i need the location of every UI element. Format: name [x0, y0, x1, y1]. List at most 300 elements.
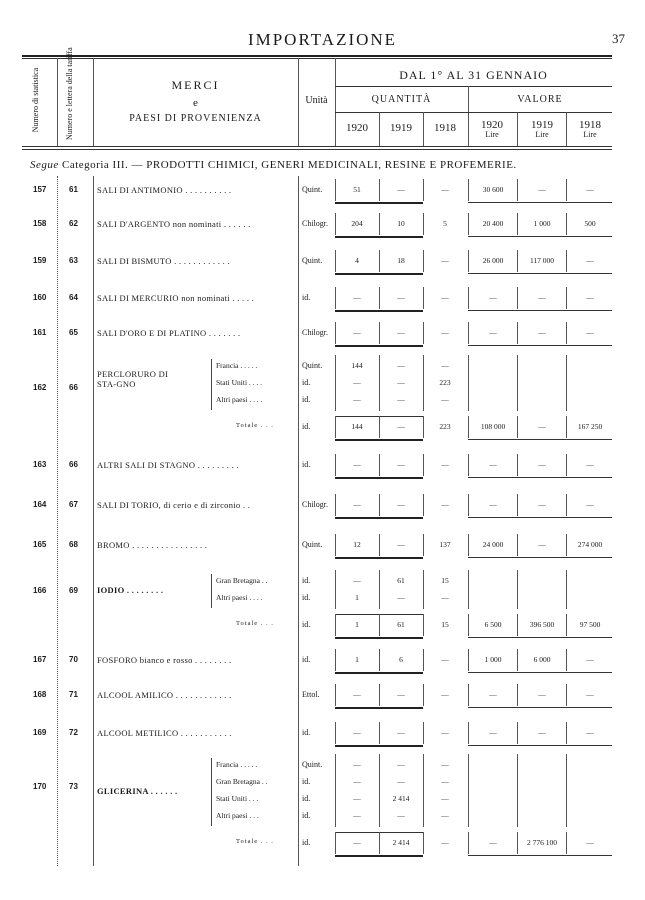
header-divider	[566, 112, 567, 146]
value-rule	[468, 273, 612, 274]
country-name: Stati Uniti . . . .	[216, 378, 263, 387]
item-description: IODIO . . . . . . . .	[97, 584, 164, 595]
total-value: —	[586, 838, 594, 847]
v-year-1920: 1920 Lire	[481, 119, 503, 139]
quantity-rule	[335, 557, 423, 559]
item-description: BROMO . . . . . . . . . . . . . . . .	[97, 540, 208, 550]
cell-divider	[335, 832, 336, 854]
cell-divider	[468, 494, 469, 516]
total-value: 2 776 100	[527, 838, 557, 847]
cell-divider	[566, 179, 567, 201]
stat-number: 157	[33, 185, 47, 194]
cell-divider	[335, 684, 336, 706]
cell-divider	[423, 805, 424, 827]
cell-divider	[379, 587, 380, 609]
value-lire: —	[586, 728, 594, 737]
grouping-brace	[211, 574, 212, 608]
cell-divider	[517, 534, 518, 556]
quantity-value: —	[353, 728, 361, 737]
value-lire: —	[538, 690, 546, 699]
value-lire: 274 000	[577, 540, 603, 549]
cell-divider	[517, 494, 518, 516]
cell-divider	[566, 805, 567, 827]
quantity-value: 2 414	[392, 794, 410, 803]
unit: id.	[302, 422, 311, 431]
quantity-value: —	[441, 593, 449, 602]
quantity-value: 1	[355, 655, 359, 664]
value-lire: —	[538, 185, 546, 194]
quantity-rule	[335, 637, 423, 639]
unit-header: Unità	[305, 95, 328, 106]
item-description: FOSFORO bianco e rosso . . . . . . . .	[97, 655, 232, 665]
quantity-value: —	[441, 794, 449, 803]
cell-divider	[566, 287, 567, 309]
quantity-value: 137	[439, 540, 451, 549]
total-quantity: —	[441, 838, 449, 847]
cell-divider	[517, 587, 518, 609]
cell-divider	[379, 832, 380, 854]
value-rule	[468, 439, 612, 440]
cell-divider	[379, 534, 380, 556]
header-divider	[57, 58, 58, 146]
quantity-value: —	[353, 500, 361, 509]
cell-divider	[335, 179, 336, 201]
cell-divider	[379, 614, 380, 636]
quantity-value: 204	[351, 219, 363, 228]
total-value: 108 000	[480, 422, 506, 431]
value-rule	[468, 855, 612, 856]
cell-divider	[566, 389, 567, 411]
quantity-value: —	[441, 185, 449, 194]
value-lire: 117 000	[529, 256, 555, 265]
cell-divider	[379, 649, 380, 671]
cell-divider	[423, 250, 424, 272]
quantity-value: —	[397, 395, 405, 404]
quantity-value: —	[353, 690, 361, 699]
tariff-number: 64	[69, 293, 78, 302]
quantity-value: —	[353, 378, 361, 387]
unit: id.	[302, 395, 311, 404]
cell-divider	[379, 322, 380, 344]
cell-divider	[468, 179, 469, 201]
cell-divider	[517, 322, 518, 344]
cell-divider	[468, 587, 469, 609]
unit: id.	[302, 378, 311, 387]
value-lire: —	[586, 328, 594, 337]
value-lire: —	[489, 728, 497, 737]
cell-divider	[335, 416, 336, 438]
country-name: Francia . . . . .	[216, 361, 258, 370]
header-top-rule-2	[22, 58, 612, 59]
quantity-value: —	[397, 760, 405, 769]
quantity-value: 12	[353, 540, 361, 549]
item-description: SALI D'ORO E DI PLATINO . . . . . . .	[97, 328, 241, 338]
cell-divider	[566, 213, 567, 235]
header-bottom-rule-2	[22, 149, 612, 150]
cell-divider	[468, 250, 469, 272]
quantity-rule	[335, 273, 423, 275]
country-name: Stati Uniti . . .	[216, 794, 259, 803]
tariff-number: 69	[69, 586, 78, 595]
v-year-1919: 1919 Lire	[531, 119, 553, 139]
total-quantity: 1	[355, 620, 359, 629]
value-lire: 500	[584, 219, 596, 228]
tariff-number: 70	[69, 655, 78, 664]
value-rule	[468, 345, 612, 346]
cell-divider	[335, 389, 336, 411]
cell-divider	[517, 614, 518, 636]
cell-divider	[335, 534, 336, 556]
quantity-value: —	[441, 395, 449, 404]
country-name: Gran Bretagna . .	[216, 777, 268, 786]
quantity-value: —	[441, 328, 449, 337]
value-lire: —	[586, 655, 594, 664]
total-quantity: 223	[439, 422, 451, 431]
quantity-value: —	[441, 460, 449, 469]
quantity-value: —	[397, 328, 405, 337]
cell-divider	[517, 454, 518, 476]
quantity-rule	[335, 672, 423, 674]
tariff-number: 73	[69, 782, 78, 791]
value-lire: —	[538, 540, 546, 549]
unit: id.	[302, 576, 311, 585]
total-quantity: 61	[397, 620, 405, 629]
quantity-value: —	[397, 728, 405, 737]
cell-divider	[517, 179, 518, 201]
cell-divider	[423, 832, 424, 854]
total-label: Totale . . .	[236, 620, 274, 627]
stat-number: 163	[33, 460, 47, 469]
cell-divider	[423, 614, 424, 636]
cell-divider	[468, 213, 469, 235]
merci-and: e	[193, 97, 198, 109]
tariff-number: 61	[69, 185, 78, 194]
cell-divider	[379, 684, 380, 706]
quantity-rule	[335, 477, 423, 479]
cell-divider	[566, 322, 567, 344]
header-top-rule	[22, 55, 612, 57]
cell-divider	[423, 389, 424, 411]
quantity-value: —	[397, 378, 405, 387]
cell-divider	[423, 534, 424, 556]
body-divider	[93, 176, 94, 866]
quantity-value: —	[397, 690, 405, 699]
header-bottom-rule	[22, 146, 612, 147]
quantity-value: —	[441, 500, 449, 509]
cell-divider	[468, 322, 469, 344]
stat-number: 170	[33, 782, 47, 791]
cell-divider	[379, 416, 380, 438]
q-year-1920: 1920	[346, 122, 368, 134]
stat-number: 168	[33, 690, 47, 699]
tariff-number: 72	[69, 728, 78, 737]
grouping-brace	[211, 758, 212, 826]
total-value: —	[538, 422, 546, 431]
cell-divider	[517, 722, 518, 744]
cell-divider	[335, 722, 336, 744]
value-lire: —	[586, 256, 594, 265]
cell-divider	[468, 389, 469, 411]
quantity-rule	[335, 707, 423, 709]
cell-divider	[517, 250, 518, 272]
quantity-rule	[335, 439, 423, 441]
unit: id.	[302, 293, 311, 302]
quantity-value: —	[397, 593, 405, 602]
quantity-value: —	[397, 500, 405, 509]
value-lire: 24 000	[482, 540, 504, 549]
quantity-value: —	[397, 811, 405, 820]
total-quantity: —	[397, 422, 405, 431]
cell-divider	[517, 287, 518, 309]
cell-divider	[468, 649, 469, 671]
page-number: 37	[612, 31, 625, 46]
cell-divider	[566, 722, 567, 744]
unit: Quint.	[302, 540, 323, 549]
value-lire: —	[489, 293, 497, 302]
cell-divider	[335, 494, 336, 516]
cell-divider	[566, 494, 567, 516]
value-rule	[468, 557, 612, 558]
grouping-brace	[211, 359, 212, 410]
cell-divider	[335, 587, 336, 609]
value-lire: —	[586, 500, 594, 509]
cell-divider	[517, 649, 518, 671]
quantity-rule	[335, 855, 423, 857]
value-lire: 26 000	[482, 256, 504, 265]
value-lire: 6 000	[533, 655, 551, 664]
value-lire: —	[489, 460, 497, 469]
country-name: Altri paesi . . . .	[216, 593, 263, 602]
cell-divider	[423, 684, 424, 706]
cell-divider	[423, 213, 424, 235]
value-rule	[468, 745, 612, 746]
quantity-value: —	[441, 777, 449, 786]
quantity-rule	[335, 202, 423, 204]
cell-divider	[379, 179, 380, 201]
value-lire: —	[489, 500, 497, 509]
cell-divider	[423, 454, 424, 476]
cell-divider	[566, 250, 567, 272]
item-description: GLICERINA . . . . . .	[97, 785, 178, 796]
value-lire: —	[538, 500, 546, 509]
value-lire: —	[538, 328, 546, 337]
stat-number: 167	[33, 655, 47, 664]
total-label: Totale . . .	[236, 422, 274, 429]
total-value: 396 500	[529, 620, 555, 629]
unit: id.	[302, 620, 311, 629]
tariff-number: 68	[69, 540, 78, 549]
cell-divider	[335, 250, 336, 272]
cell-divider	[517, 832, 518, 854]
quantity-value: —	[397, 185, 405, 194]
cell-divider	[468, 805, 469, 827]
tariff-number: 66	[69, 460, 78, 469]
stat-number: 159	[33, 256, 47, 265]
cell-divider	[423, 587, 424, 609]
cell-divider	[423, 287, 424, 309]
quantity-value: —	[441, 655, 449, 664]
value-lire: 20 400	[482, 219, 504, 228]
col-tariff-header: Numero e lettera della tariffa	[65, 47, 74, 140]
item-description: SALI DI TORIO, di cerio e di zirconio . .	[97, 500, 251, 510]
years-rule	[335, 112, 612, 113]
cell-divider	[566, 416, 567, 438]
item-description: ALCOOL METILICO . . . . . . . . . . .	[97, 728, 232, 738]
quantity-value: —	[353, 576, 361, 585]
cell-divider	[423, 322, 424, 344]
item-description: SALI DI BISMUTO . . . . . . . . . . . .	[97, 256, 230, 266]
item-description: ALTRI SALI DI STAGNO . . . . . . . . .	[97, 460, 239, 470]
value-rule	[468, 707, 612, 708]
item-description: SALI DI MERCURIO non nominati . . . . .	[97, 293, 255, 303]
cell-divider	[566, 832, 567, 854]
cell-divider	[335, 322, 336, 344]
value-lire: —	[489, 690, 497, 699]
quantity-rule	[335, 745, 423, 747]
quantity-value: —	[441, 293, 449, 302]
total-value: 6 500	[484, 620, 502, 629]
cell-divider	[379, 722, 380, 744]
cell-divider	[468, 416, 469, 438]
stat-number: 158	[33, 219, 47, 228]
cell-divider	[566, 649, 567, 671]
quantity-value: 4	[355, 256, 359, 265]
cell-divider	[566, 684, 567, 706]
cell-divider	[379, 389, 380, 411]
cell-divider	[379, 250, 380, 272]
unit: Chilogr.	[302, 328, 329, 337]
period-rule	[335, 86, 612, 87]
quantity-value: —	[353, 460, 361, 469]
cell-divider	[379, 805, 380, 827]
unit: id.	[302, 811, 311, 820]
cell-divider	[468, 722, 469, 744]
cell-divider	[423, 416, 424, 438]
col-stat-header: Numero di statistica	[31, 67, 40, 133]
value-lire: —	[586, 690, 594, 699]
quantity-value: —	[353, 395, 361, 404]
stat-number: 162	[33, 383, 47, 392]
quantity-value: 6	[399, 655, 403, 664]
unit: id.	[302, 460, 311, 469]
tariff-number: 71	[69, 690, 78, 699]
value-rule	[468, 202, 612, 203]
quantity-value: —	[397, 777, 405, 786]
tariff-number: 62	[69, 219, 78, 228]
value-lire: —	[538, 293, 546, 302]
total-label: Totale . . .	[236, 838, 274, 845]
cell-divider	[468, 684, 469, 706]
cell-divider	[423, 649, 424, 671]
unit: Quint.	[302, 256, 323, 265]
cell-divider	[335, 649, 336, 671]
quantity-value: 51	[353, 185, 361, 194]
tariff-number: 63	[69, 256, 78, 265]
cell-divider	[335, 213, 336, 235]
total-quantity: —	[353, 838, 361, 847]
quantity-value: —	[353, 777, 361, 786]
value-lire: —	[586, 460, 594, 469]
cell-divider	[379, 454, 380, 476]
header-divider	[468, 86, 469, 146]
header-divider	[517, 112, 518, 146]
cell-divider	[379, 287, 380, 309]
total-quantity: 144	[351, 422, 363, 431]
quantity-value: —	[353, 293, 361, 302]
total-value: 97 500	[579, 620, 601, 629]
stat-number: 164	[33, 500, 47, 509]
country-name: Altri paesi . . .	[216, 811, 259, 820]
cell-divider	[468, 454, 469, 476]
quantity-value: —	[397, 460, 405, 469]
tariff-number: 65	[69, 328, 78, 337]
total-value: 167 250	[577, 422, 603, 431]
item-description: SALI DI ANTIMONIO . . . . . . . . . .	[97, 185, 232, 195]
value-lire: —	[538, 728, 546, 737]
cell-divider	[517, 684, 518, 706]
unit: Ettol.	[302, 690, 320, 699]
unit: id.	[302, 838, 311, 847]
value-rule	[468, 310, 612, 311]
total-value: —	[489, 838, 497, 847]
quantity-value: —	[441, 361, 449, 370]
valore-header: VALORE	[517, 94, 563, 105]
cell-divider	[517, 389, 518, 411]
cell-divider	[379, 213, 380, 235]
quantity-rule	[335, 517, 423, 519]
value-lire: —	[489, 328, 497, 337]
stat-number: 169	[33, 728, 47, 737]
quantity-value: —	[397, 540, 405, 549]
cell-divider	[468, 534, 469, 556]
stat-number: 161	[33, 328, 47, 337]
unit: Quint.	[302, 361, 323, 370]
cell-divider	[517, 416, 518, 438]
unit: Quint.	[302, 760, 323, 769]
total-quantity: 15	[441, 620, 449, 629]
value-rule	[468, 517, 612, 518]
unit: id.	[302, 794, 311, 803]
quantity-value: 61	[397, 576, 405, 585]
q-year-1918: 1918	[434, 122, 456, 134]
quantity-value: —	[441, 760, 449, 769]
cell-divider	[335, 805, 336, 827]
period-header: DAL 1° AL 31 GENNAIO	[399, 68, 548, 82]
country-name: Altri paesi . . . .	[216, 395, 263, 404]
quantity-value: —	[441, 256, 449, 265]
value-lire: —	[586, 293, 594, 302]
cell-divider	[423, 179, 424, 201]
unit: id.	[302, 655, 311, 664]
quantity-value: —	[441, 690, 449, 699]
cell-divider	[517, 805, 518, 827]
quantity-value: 18	[397, 256, 405, 265]
quantity-rule	[335, 345, 423, 347]
stat-number: 165	[33, 540, 47, 549]
unit: id.	[302, 728, 311, 737]
cell-divider	[423, 494, 424, 516]
unit: Chilogr.	[302, 500, 329, 509]
value-rule	[468, 236, 612, 237]
unit: id.	[302, 777, 311, 786]
quantity-value: 223	[439, 378, 451, 387]
cell-divider	[423, 722, 424, 744]
cell-divider	[566, 587, 567, 609]
quantity-rule	[335, 236, 423, 238]
cell-divider	[379, 494, 380, 516]
value-lire: —	[538, 460, 546, 469]
value-rule	[468, 672, 612, 673]
